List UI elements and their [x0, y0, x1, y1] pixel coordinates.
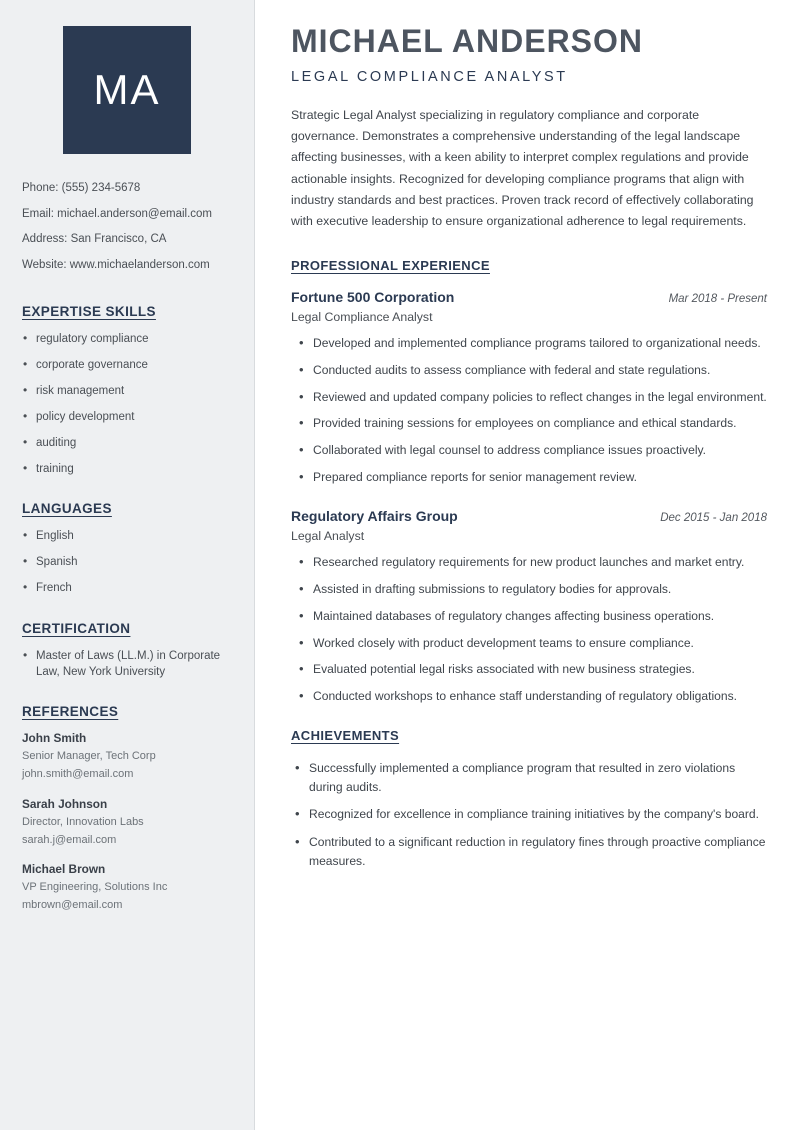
list-item [22, 731, 232, 783]
reference-email: mbrown@email.com [22, 899, 123, 912]
avatar-container [22, 26, 232, 154]
list-item: • Prepared compliance reports for senior management review. [291, 468, 767, 487]
reference-role: VP Engineering, Solutions Inc [22, 881, 168, 894]
list-item [22, 797, 232, 849]
list-item: • corporate governance [22, 357, 232, 373]
list-item: • Provided training sessions for employees on compliance and ethical standards. [291, 414, 767, 433]
contact-phone: Phone: (555) 234-5678 [22, 182, 141, 194]
references-section [22, 704, 232, 915]
list-item: • training [22, 461, 232, 477]
list-item: • auditing [22, 435, 232, 451]
languages-list [22, 528, 232, 596]
reference-name: Michael Brown [22, 862, 106, 877]
experience-bullet-list [291, 553, 767, 705]
professional-summary: Strategic Legal Analyst specializing in regulatory compliance and corporate governance. Demonstrates a comprehensive understanding of the legal landscape affecting businesses, with a keen ability to interpret complex regulations and provide actionable insights. Recognized for developing compliance programs that align with industry standards and best practices. Proven track record of effectively collaborating with executive leadership to ensure organizational adherence to legal requirements. [291, 108, 754, 228]
list-item [22, 862, 232, 914]
expertise-skills-list [22, 331, 232, 478]
experience-role: Legal Compliance Analyst [291, 310, 433, 325]
experience-dates: Mar 2018 - Present [668, 293, 767, 306]
experience-entry [291, 289, 767, 486]
experience-organization: Regulatory Affairs Group [291, 508, 458, 525]
experience-bullet-list [291, 334, 767, 486]
experience-dates: Dec 2015 - Jan 2018 [660, 512, 767, 525]
list-item: • French [22, 580, 232, 596]
list-item: • Conducted audits to assess compliance with federal and state regulations. [291, 361, 767, 380]
list-item: • Collaborated with legal counsel to address compliance issues proactively. [291, 441, 767, 460]
expertise-skills-heading: EXPERTISE SKILLS [22, 303, 156, 319]
contact-email: Email: michael.anderson@email.com [22, 207, 212, 220]
contact-address: Address: San Francisco, CA [22, 233, 167, 246]
list-item: • Developed and implemented compliance programs tailored to organizational needs. [291, 334, 767, 353]
certification-heading: CERTIFICATION [22, 620, 131, 636]
references-heading: REFERENCES [22, 703, 119, 719]
contact-info-list [22, 180, 232, 274]
achievements-list [291, 759, 767, 871]
languages-section [22, 501, 232, 596]
contact-website: Website: www.michaelanderson.com [22, 259, 210, 272]
avatar: MA [63, 26, 191, 154]
list-item: • Maintained databases of regulatory changes affecting business operations. [291, 607, 767, 626]
list-item: • Master of Laws (LL.M.) in Corporate Law, New York University [22, 648, 232, 680]
achievements-heading: ACHIEVEMENTS [291, 727, 400, 743]
list-item: • Evaluated potential legal risks associated with new business strategies. [291, 660, 767, 679]
reference-role: Director, Innovation Labs [22, 815, 144, 828]
list-item: • Spanish [22, 554, 232, 570]
reference-name: Sarah Johnson [22, 796, 108, 811]
experience-role: Legal Analyst [291, 529, 365, 544]
list-item: • Worked closely with product development teams to ensure compliance. [291, 634, 767, 653]
page-title: MICHAEL ANDERSON [291, 23, 644, 59]
list-item: • Contributed to a significant reduction in regulatory fines through proactive compliance measures. [291, 833, 767, 870]
list-item: • policy development [22, 409, 232, 425]
list-item: • regulatory compliance [22, 331, 232, 347]
list-item: • Reviewed and updated company policies to reflect changes in the legal environment. [291, 388, 767, 407]
sidebar [0, 0, 255, 1130]
reference-name: John Smith [22, 730, 87, 745]
list-item: • Assisted in drafting submissions to regulatory bodies for approvals. [291, 580, 767, 599]
list-item: • Conducted workshops to enhance staff understanding of regulatory obligations. [291, 687, 767, 706]
languages-heading: LANGUAGES [22, 501, 112, 517]
experience-header [291, 289, 767, 305]
experience-header [291, 508, 767, 524]
list-item: • Researched regulatory requirements for new product launches and market entry. [291, 553, 767, 572]
list-item: • English [22, 528, 232, 544]
list-item: • Successfully implemented a compliance program that resulted in zero violations during audits. [291, 759, 767, 796]
reference-email: john.smith@email.com [22, 767, 134, 780]
list-item: • Recognized for excellence in compliance training initiatives by the company's board. [291, 805, 767, 824]
reference-email: sarah.j@email.com [22, 833, 117, 846]
main-content [255, 0, 800, 1130]
certification-section [22, 621, 232, 680]
list-item: • risk management [22, 383, 232, 399]
job-title: LEGAL COMPLIANCE ANALYST [291, 69, 568, 86]
expertise-skills-section [22, 304, 232, 478]
experience-organization: Fortune 500 Corporation [291, 289, 455, 306]
experience-entry [291, 508, 767, 705]
certification-list [22, 648, 232, 680]
professional-experience-heading: PROFESSIONAL EXPERIENCE [291, 258, 490, 274]
reference-role: Senior Manager, Tech Corp [22, 749, 156, 762]
